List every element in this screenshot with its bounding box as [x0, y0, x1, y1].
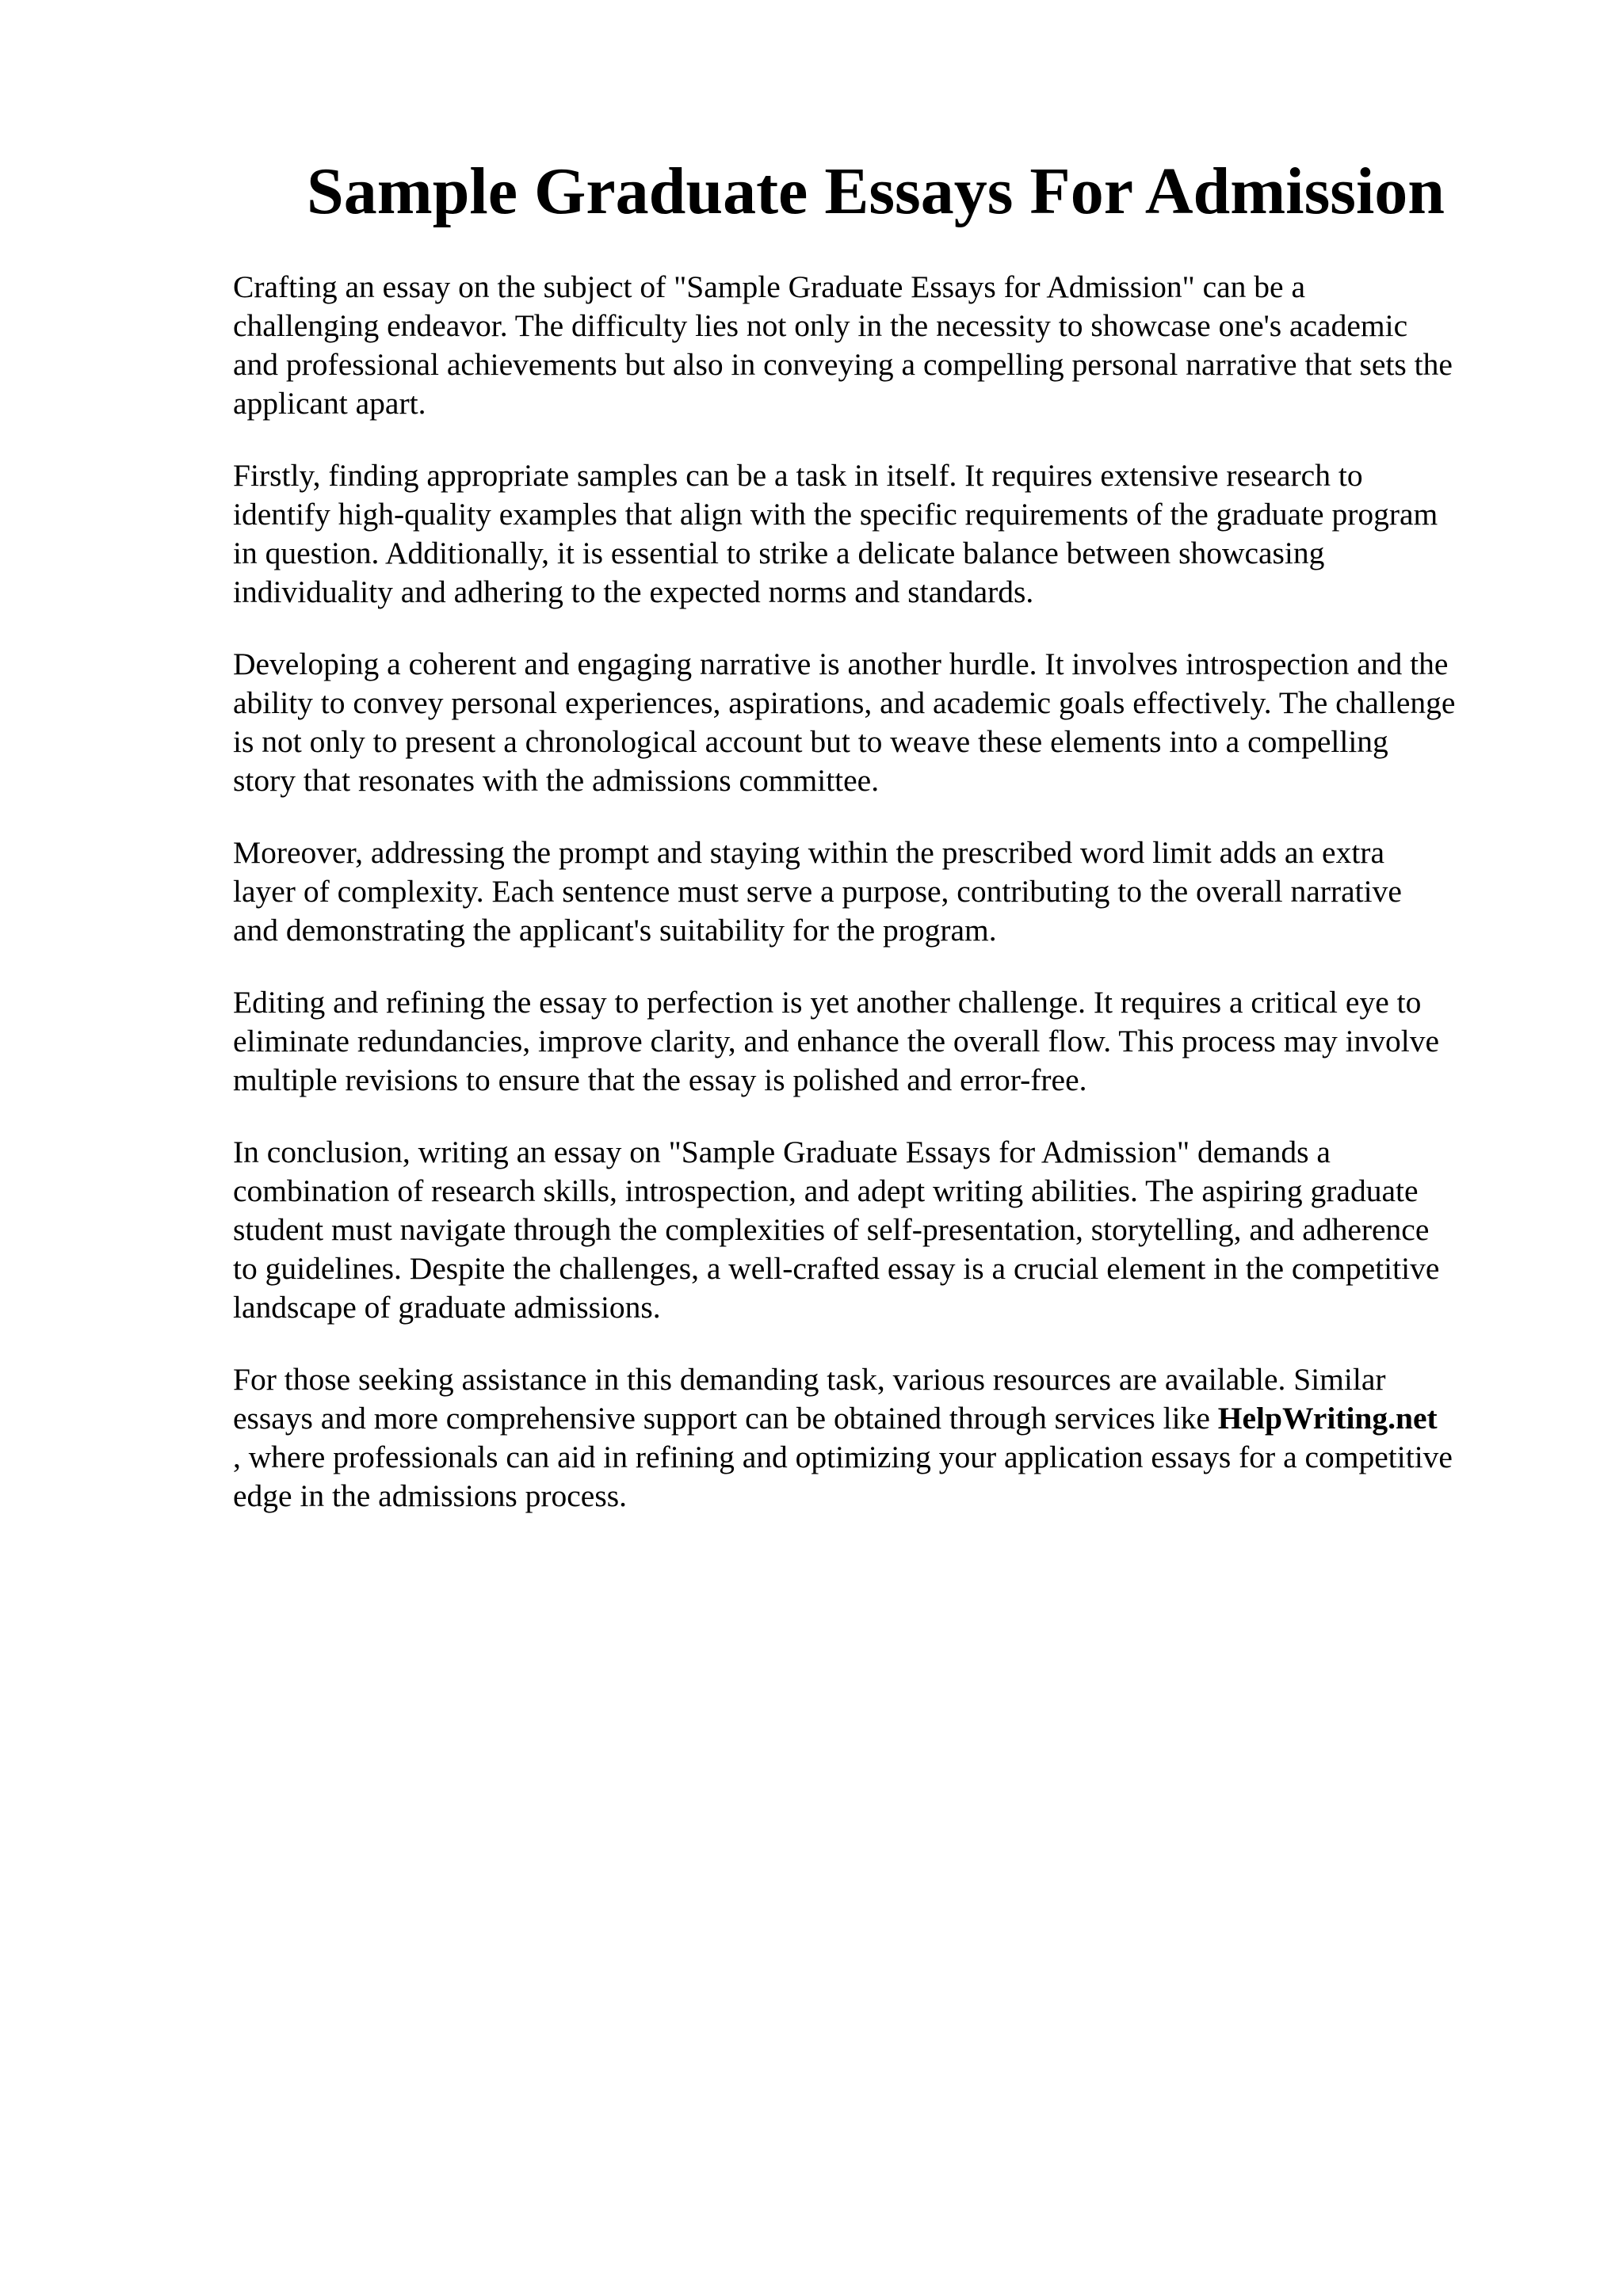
helpwriting-link[interactable]: HelpWriting.net [1217, 1401, 1438, 1436]
paragraph-line: For those seeking assistance in this demanding task, various resources are available. Similar [233, 1362, 1386, 1397]
paragraph-line: In conclusion, writing an essay on "Sample Graduate Essays for Admission" demands a [233, 1135, 1331, 1169]
paragraph-line: landscape of graduate admissions. [233, 1290, 661, 1325]
page-title: Sample Graduate Essays For Admission [307, 154, 1445, 228]
paragraph-line: Developing a coherent and engaging narrative is another hurdle. It involves introspection and the [233, 646, 1449, 681]
paragraph-line: Crafting an essay on the subject of "Sample Graduate Essays for Admission" can be a [233, 269, 1305, 304]
paragraph-conclusion [233, 1133, 1541, 1327]
paragraph-line: edge in the admissions process. [233, 1478, 627, 1513]
paragraph-line: eliminate redundancies, improve clarity, and enhance the overall flow. This process may involve [233, 1024, 1440, 1058]
paragraph-closing [233, 1360, 1541, 1516]
paragraph-line: and professional achievements but also in conveying a compelling personal narrative that sets the [233, 347, 1453, 382]
closing-text: essays and more comprehensive support can be obtained through services like [233, 1401, 1218, 1436]
paragraph-line: in question. Additionally, it is essential to strike a delicate balance between showcasing [233, 536, 1325, 570]
paragraph-line: layer of complexity. Each sentence must serve a purpose, contributing to the overall narrative [233, 874, 1402, 909]
paragraph-editing [233, 983, 1541, 1100]
paragraph-line: applicant apart. [233, 386, 426, 421]
paragraph-line: multiple revisions to ensure that the essay is polished and error-free. [233, 1062, 1087, 1097]
paragraph-line: Firstly, finding appropriate samples can be a task in itself. It requires extensive research to [233, 458, 1363, 493]
paragraph-line: student must navigate through the complexities of self-presentation, storytelling, and adherence [233, 1212, 1430, 1247]
paragraph-line [233, 1399, 1541, 1438]
paragraph-line: challenging endeavor. The difficulty lies not only in the necessity to showcase one's academic [233, 308, 1408, 343]
essay-body [233, 268, 1541, 1549]
paragraph-line: identify high-quality examples that align with the specific requirements of the graduate program [233, 497, 1438, 532]
paragraph-samples [233, 456, 1541, 612]
paragraph-line: is not only to present a chronological account but to weave these elements into a compelling [233, 724, 1388, 759]
paragraph-line: individuality and adhering to the expected norms and standards. [233, 574, 1034, 609]
paragraph-line: ability to convey personal experiences, aspirations, and academic goals effectively. The challenge [233, 685, 1456, 720]
paragraph-line: story that resonates with the admissions committee. [233, 763, 880, 798]
paragraph-narrative [233, 645, 1541, 800]
paragraph-line: Moreover, addressing the prompt and staying within the prescribed word limit adds an extra [233, 835, 1384, 870]
paragraph-line: and demonstrating the applicant's suitability for the program. [233, 913, 997, 948]
paragraph-prompt [233, 833, 1541, 950]
paragraph-intro [233, 268, 1541, 423]
paragraph-line: combination of research skills, introspection, and adept writing abilities. The aspiring graduate [233, 1173, 1419, 1208]
paragraph-line: , where professionals can aid in refining and optimizing your application essays for a competitive [233, 1440, 1453, 1474]
paragraph-line: to guidelines. Despite the challenges, a well-crafted essay is a crucial element in the competitive [233, 1251, 1440, 1286]
paragraph-line: Editing and refining the essay to perfection is yet another challenge. It requires a critical eye to [233, 985, 1422, 1020]
